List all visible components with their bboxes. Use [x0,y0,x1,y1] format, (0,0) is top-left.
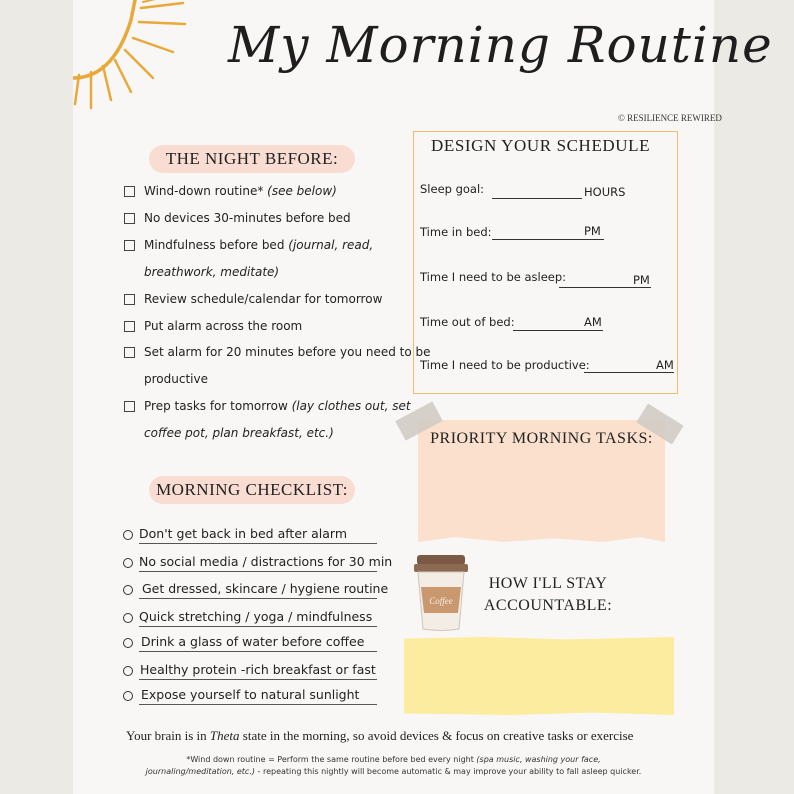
checkbox[interactable] [124,347,135,358]
schedule-label: Time I need to be productive: [420,358,590,372]
schedule-input-line[interactable] [492,198,582,199]
schedule-label: Time out of bed: [420,315,515,329]
schedule-unit: PM [584,224,601,238]
checkbox[interactable] [124,240,135,251]
coffee-label: Coffee [429,596,453,606]
night-before-heading: THE NIGHT BEFORE: [149,145,355,173]
schedule-label: Time in bed: [420,225,492,239]
accountable-heading-line1: HOW I'LL STAY [488,575,608,592]
schedule-input-line[interactable] [492,239,604,240]
footnote-line2: journaling/meditation, etc.) - repeating this nightly will become automatic & may improve your ability to fall asleep quicker. [145,767,642,776]
checklist-item: Quick stretching / yoga / mindfulness [139,609,373,624]
schedule-unit: AM [584,315,602,329]
checkbox[interactable] [124,321,135,332]
schedule-heading: DESIGN YOUR SCHEDULE [431,136,651,155]
radio-circle[interactable] [123,558,133,568]
underline [139,704,377,705]
schedule-unit: PM [633,273,650,287]
priority-heading: PRIORITY MORNING TASKS: [430,430,653,447]
schedule-input-line[interactable] [584,372,674,373]
list-item: No devices 30-minutes before bed [144,211,351,225]
radio-circle[interactable] [123,691,133,701]
checkbox[interactable] [124,213,135,224]
worksheet-page [73,0,773,794]
checklist-item: Don't get back in bed after alarm [139,526,348,541]
list-item: Mindfulness before bed (journal, read, [144,238,374,252]
checkbox[interactable] [124,401,135,412]
morning-checklist-heading: MORNING CHECKLIST: [149,476,355,504]
list-item-continued: breathwork, meditate) [144,265,280,279]
schedule-input-line[interactable] [513,330,603,331]
underline [139,651,377,652]
schedule-label: Sleep goal: [420,182,485,196]
schedule-unit: AM [656,358,674,372]
night-before-list [124,178,431,448]
list-item: Put alarm across the room [144,319,303,333]
underline [139,679,377,680]
schedule-box [413,131,678,394]
list-item-continued: productive [144,372,208,386]
underline [139,598,377,599]
radio-circle[interactable] [123,530,133,540]
checklist-item: No social media / distractions for 30 min [139,554,393,569]
morning-checklist [123,520,443,710]
radio-circle[interactable] [123,613,133,623]
schedule-input-line[interactable] [559,287,651,288]
tagline: Your brain is in Theta state in the morning, so avoid devices & focus on creative tasks or exercise [126,728,634,743]
checklist-item: Expose yourself to natural sunlight [141,687,360,702]
underline [139,626,377,627]
list-item: Wind-down routine* (see below) [144,184,337,198]
radio-circle[interactable] [123,585,133,595]
list-item-continued: coffee pot, plan breakfast, etc.) [144,426,334,440]
checkbox[interactable] [124,294,135,305]
coffee-cup-icon [413,553,469,633]
checkbox[interactable] [124,186,135,197]
checklist-item: Healthy protein -rich breakfast or fast [140,662,376,677]
radio-circle[interactable] [123,638,133,648]
schedule-unit: HOURS [584,185,626,199]
radio-circle[interactable] [123,666,133,676]
list-item: Review schedule/calendar for tomorrow [144,292,383,306]
checklist-item: Drink a glass of water before coffee [141,634,365,649]
list-item: Prep tasks for tomorrow (lay clothes out, set [144,399,411,413]
accountable-note[interactable] [404,637,674,715]
schedule-label: Time I need to be asleep: [420,270,567,284]
footnote-line1: *Wind down routine = Perform the same routine before bed every night (spa music, washing your face, [186,755,601,764]
checklist-item: Get dressed, skincare / hygiene routine [142,581,389,596]
page-title: My Morning Routine [228,16,773,74]
underline [139,543,377,544]
copyright-text: © RESILIENCE REWIRED [618,113,722,123]
sun-icon [73,0,193,115]
accountable-heading-line2: ACCOUNTABLE: [483,597,613,614]
underline [139,571,377,572]
list-item: Set alarm for 20 minutes before you need to be [144,345,431,359]
